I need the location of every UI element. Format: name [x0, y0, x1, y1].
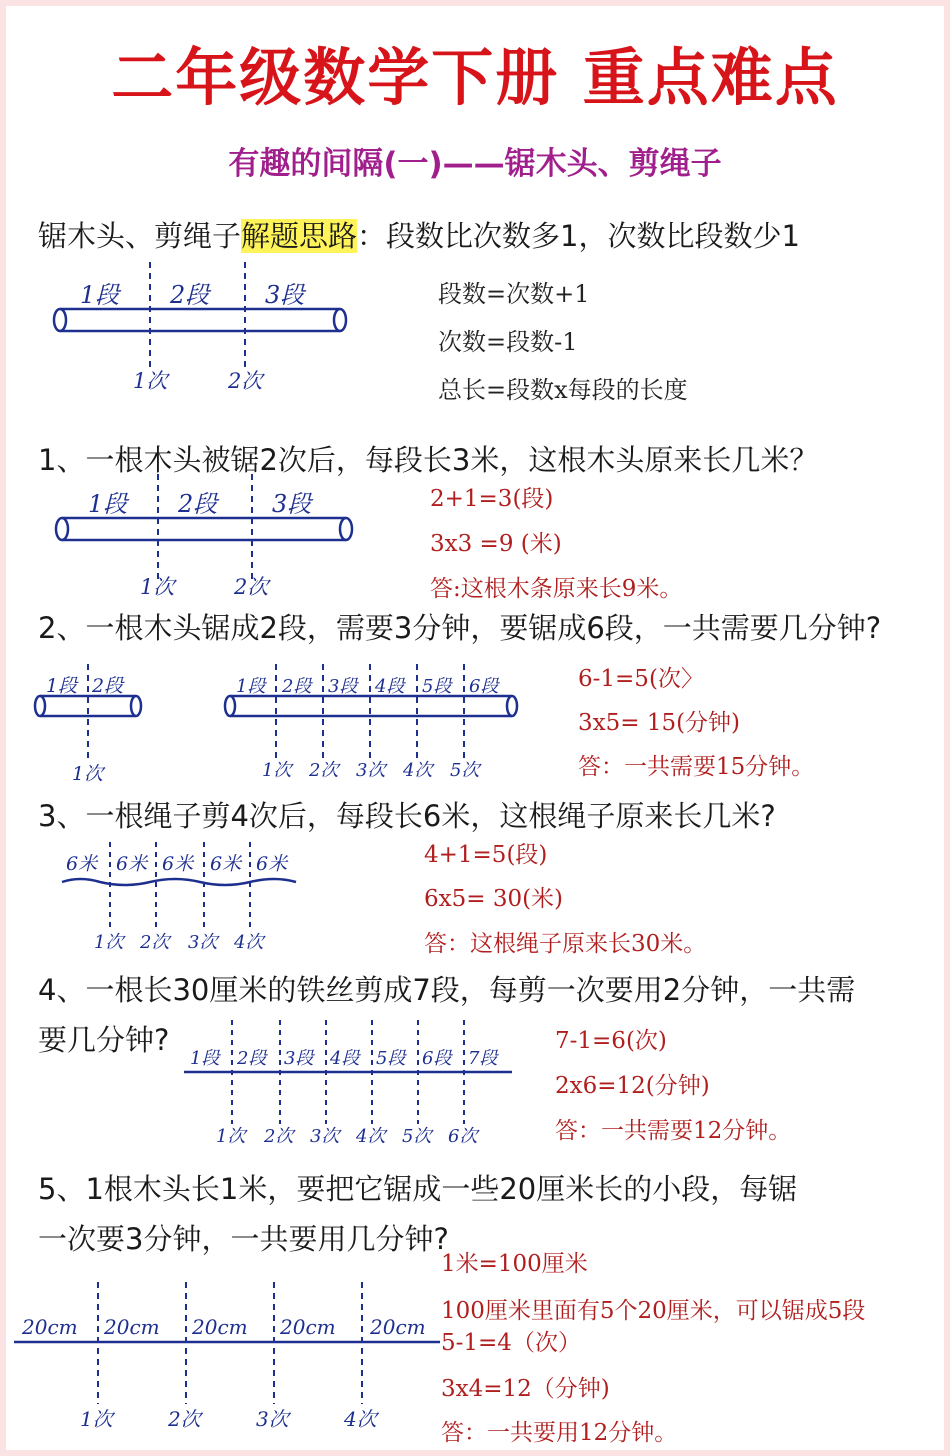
segment-label: 2段 — [170, 281, 210, 309]
log-end-left — [54, 309, 66, 331]
problem-2-small-log-diagram — [35, 664, 141, 785]
segment-label: 20cm — [22, 1315, 78, 1339]
segment-label: 2段 — [282, 676, 312, 697]
cut-label: 6次 — [448, 1126, 478, 1147]
problem-1-answer: 答:这根木条原来长9米。 — [430, 576, 683, 602]
problem-1-step-1: 2+1=3(段) — [430, 486, 554, 512]
segment-label: 2段 — [92, 675, 124, 697]
segment-label: 5段 — [376, 1048, 406, 1069]
cut-label: 1次 — [133, 369, 168, 393]
log-end-left — [56, 518, 68, 540]
intro-log-diagram — [54, 262, 346, 393]
problem-4-step-1: 7-1=6(次) — [555, 1028, 667, 1054]
cut-label: 4次 — [356, 1126, 386, 1147]
problem-2-question: 2、一根木头锯成2段，需要3分钟，要锯成6段，一共需要几分钟? — [38, 611, 882, 645]
cut-label: 2次 — [228, 369, 263, 393]
problem-4-question-line-1: 4、一根长30厘米的铁丝剪成7段，每剪一次要用2分钟，一共需 — [38, 973, 856, 1007]
segment-label: 3段 — [328, 676, 358, 697]
problem-5-wood-diagram — [14, 1282, 440, 1431]
problem-4-answer: 答：一共需要12分钟。 — [555, 1118, 792, 1144]
problem-4-wire-diagram — [184, 1020, 512, 1147]
problem-3-answer: 答：这根绳子原来长30米。 — [424, 931, 707, 957]
problem-2-answer: 答：一共需要15分钟。 — [578, 754, 815, 780]
cut-label: 1次 — [262, 760, 292, 781]
segment-label: 2段 — [178, 490, 218, 518]
segment-label: 4段 — [330, 1048, 360, 1069]
cut-label: 1次 — [140, 575, 175, 599]
segment-label: 3段 — [284, 1048, 314, 1069]
problem-5-step-1: 1米=100厘米 — [441, 1251, 588, 1277]
cut-label: 4次 — [344, 1407, 377, 1431]
log-end-right — [507, 696, 517, 716]
problem-1-question: 1、一根木头被锯2次后，每段长3米，这根木头原来长几米？ — [38, 443, 819, 477]
segment-label: 1段 — [236, 676, 266, 697]
segment-label: 1段 — [88, 490, 128, 518]
intro-highlight: 解题思路 — [241, 219, 358, 253]
log-end-right — [340, 518, 352, 540]
segment-label: 20cm — [192, 1315, 248, 1339]
problem-5-question-line-1: 5、1根木头长1米，要把它锯成一些20厘米长的小段，每锯 — [38, 1172, 798, 1206]
cut-label: 2次 — [234, 575, 269, 599]
cut-label: 3次 — [188, 932, 218, 953]
cut-label: 2次 — [168, 1407, 201, 1431]
cut-label: 2次 — [140, 932, 170, 953]
problem-5-question-line-2: 一次要3分钟，一共要用几分钟? — [38, 1222, 449, 1256]
segment-label: 20cm — [280, 1315, 336, 1339]
page-title: 二年级数学下册 重点难点 — [111, 41, 839, 114]
cut-label: 2次 — [264, 1126, 294, 1147]
problem-3-step-2: 6x5= 30(米) — [424, 886, 564, 912]
problem-5-step-2: 100厘米里面有5个20厘米，可以锯成5段 — [441, 1298, 866, 1324]
problem-5-answer: 答：一共要用12分钟。 — [441, 1420, 678, 1446]
segment-label: 6米 — [162, 853, 194, 875]
segment-label: 2段 — [237, 1048, 267, 1069]
log-end-right — [131, 696, 141, 716]
segment-label: 6段 — [469, 676, 499, 697]
segment-label: 3段 — [272, 490, 312, 518]
cut-label: 3次 — [356, 760, 386, 781]
segment-label: 20cm — [104, 1315, 160, 1339]
formula-segments: 段数=次数+1 — [438, 280, 590, 308]
cut-label: 2次 — [309, 760, 339, 781]
log-body — [62, 518, 346, 540]
problem-3-step-1: 4+1=5(段) — [424, 842, 548, 868]
cut-label: 5次 — [402, 1126, 432, 1147]
problem-3-question: 3、一根绳子剪4次后，每段长6米，这根绳子原来长几米? — [38, 799, 776, 833]
intro-lead: 锯木头、剪绳子 — [38, 219, 242, 253]
problem-4-step-2: 2x6=12(分钟) — [555, 1073, 710, 1099]
formula-total-length: 总长=段数x每段的长度 — [438, 376, 688, 404]
segment-label: 1段 — [190, 1048, 220, 1069]
cut-label: 3次 — [310, 1126, 340, 1147]
cut-label: 1次 — [80, 1407, 113, 1431]
problem-5-step-3: 5-1=4（次） — [441, 1330, 581, 1356]
intro-rest: ：段数比次数多1，次数比段数少1 — [357, 219, 800, 253]
problem-1-step-2: 3x3 =9 (米) — [430, 531, 562, 557]
segment-label: 7段 — [468, 1048, 498, 1069]
log-end-left — [225, 696, 235, 716]
segment-label: 1段 — [46, 675, 78, 697]
segment-label: 4段 — [375, 676, 405, 697]
problem-3-rope-diagram — [62, 842, 296, 953]
problem-1-log-diagram — [56, 474, 352, 599]
problem-2-long-log-diagram — [225, 664, 517, 781]
cut-label: 4次 — [234, 932, 264, 953]
log-end-left — [35, 696, 45, 716]
log-body — [60, 309, 340, 331]
cut-label: 1次 — [216, 1126, 246, 1147]
segment-label: 6米 — [210, 853, 242, 875]
segment-label: 6米 — [66, 853, 98, 875]
problem-2-step-2: 3x5= 15(分钟) — [578, 710, 741, 736]
segment-label: 5段 — [422, 676, 452, 697]
cut-label: 1次 — [72, 763, 104, 785]
page-subtitle: 有趣的间隔(一)——锯木头、剪绳子 — [228, 146, 722, 182]
formula-cuts: 次数=段数-1 — [438, 328, 578, 356]
rope-line — [62, 879, 296, 885]
cut-label: 5次 — [450, 760, 480, 781]
segment-label: 6米 — [256, 853, 288, 875]
segment-label: 6段 — [422, 1048, 452, 1069]
segment-label: 20cm — [370, 1315, 426, 1339]
segment-label: 6米 — [116, 853, 148, 875]
problem-5-step-4: 3x4=12（分钟) — [441, 1376, 610, 1402]
problem-4-question-line-2: 要几分钟? — [38, 1023, 170, 1057]
cut-label: 4次 — [403, 760, 433, 781]
cut-label: 1次 — [94, 932, 124, 953]
segment-label: 1段 — [80, 281, 120, 309]
problem-2-step-1: 6-1=5(次〉 — [578, 666, 704, 692]
segment-label: 3段 — [265, 281, 305, 309]
log-end-right — [334, 309, 346, 331]
cut-label: 3次 — [256, 1407, 289, 1431]
